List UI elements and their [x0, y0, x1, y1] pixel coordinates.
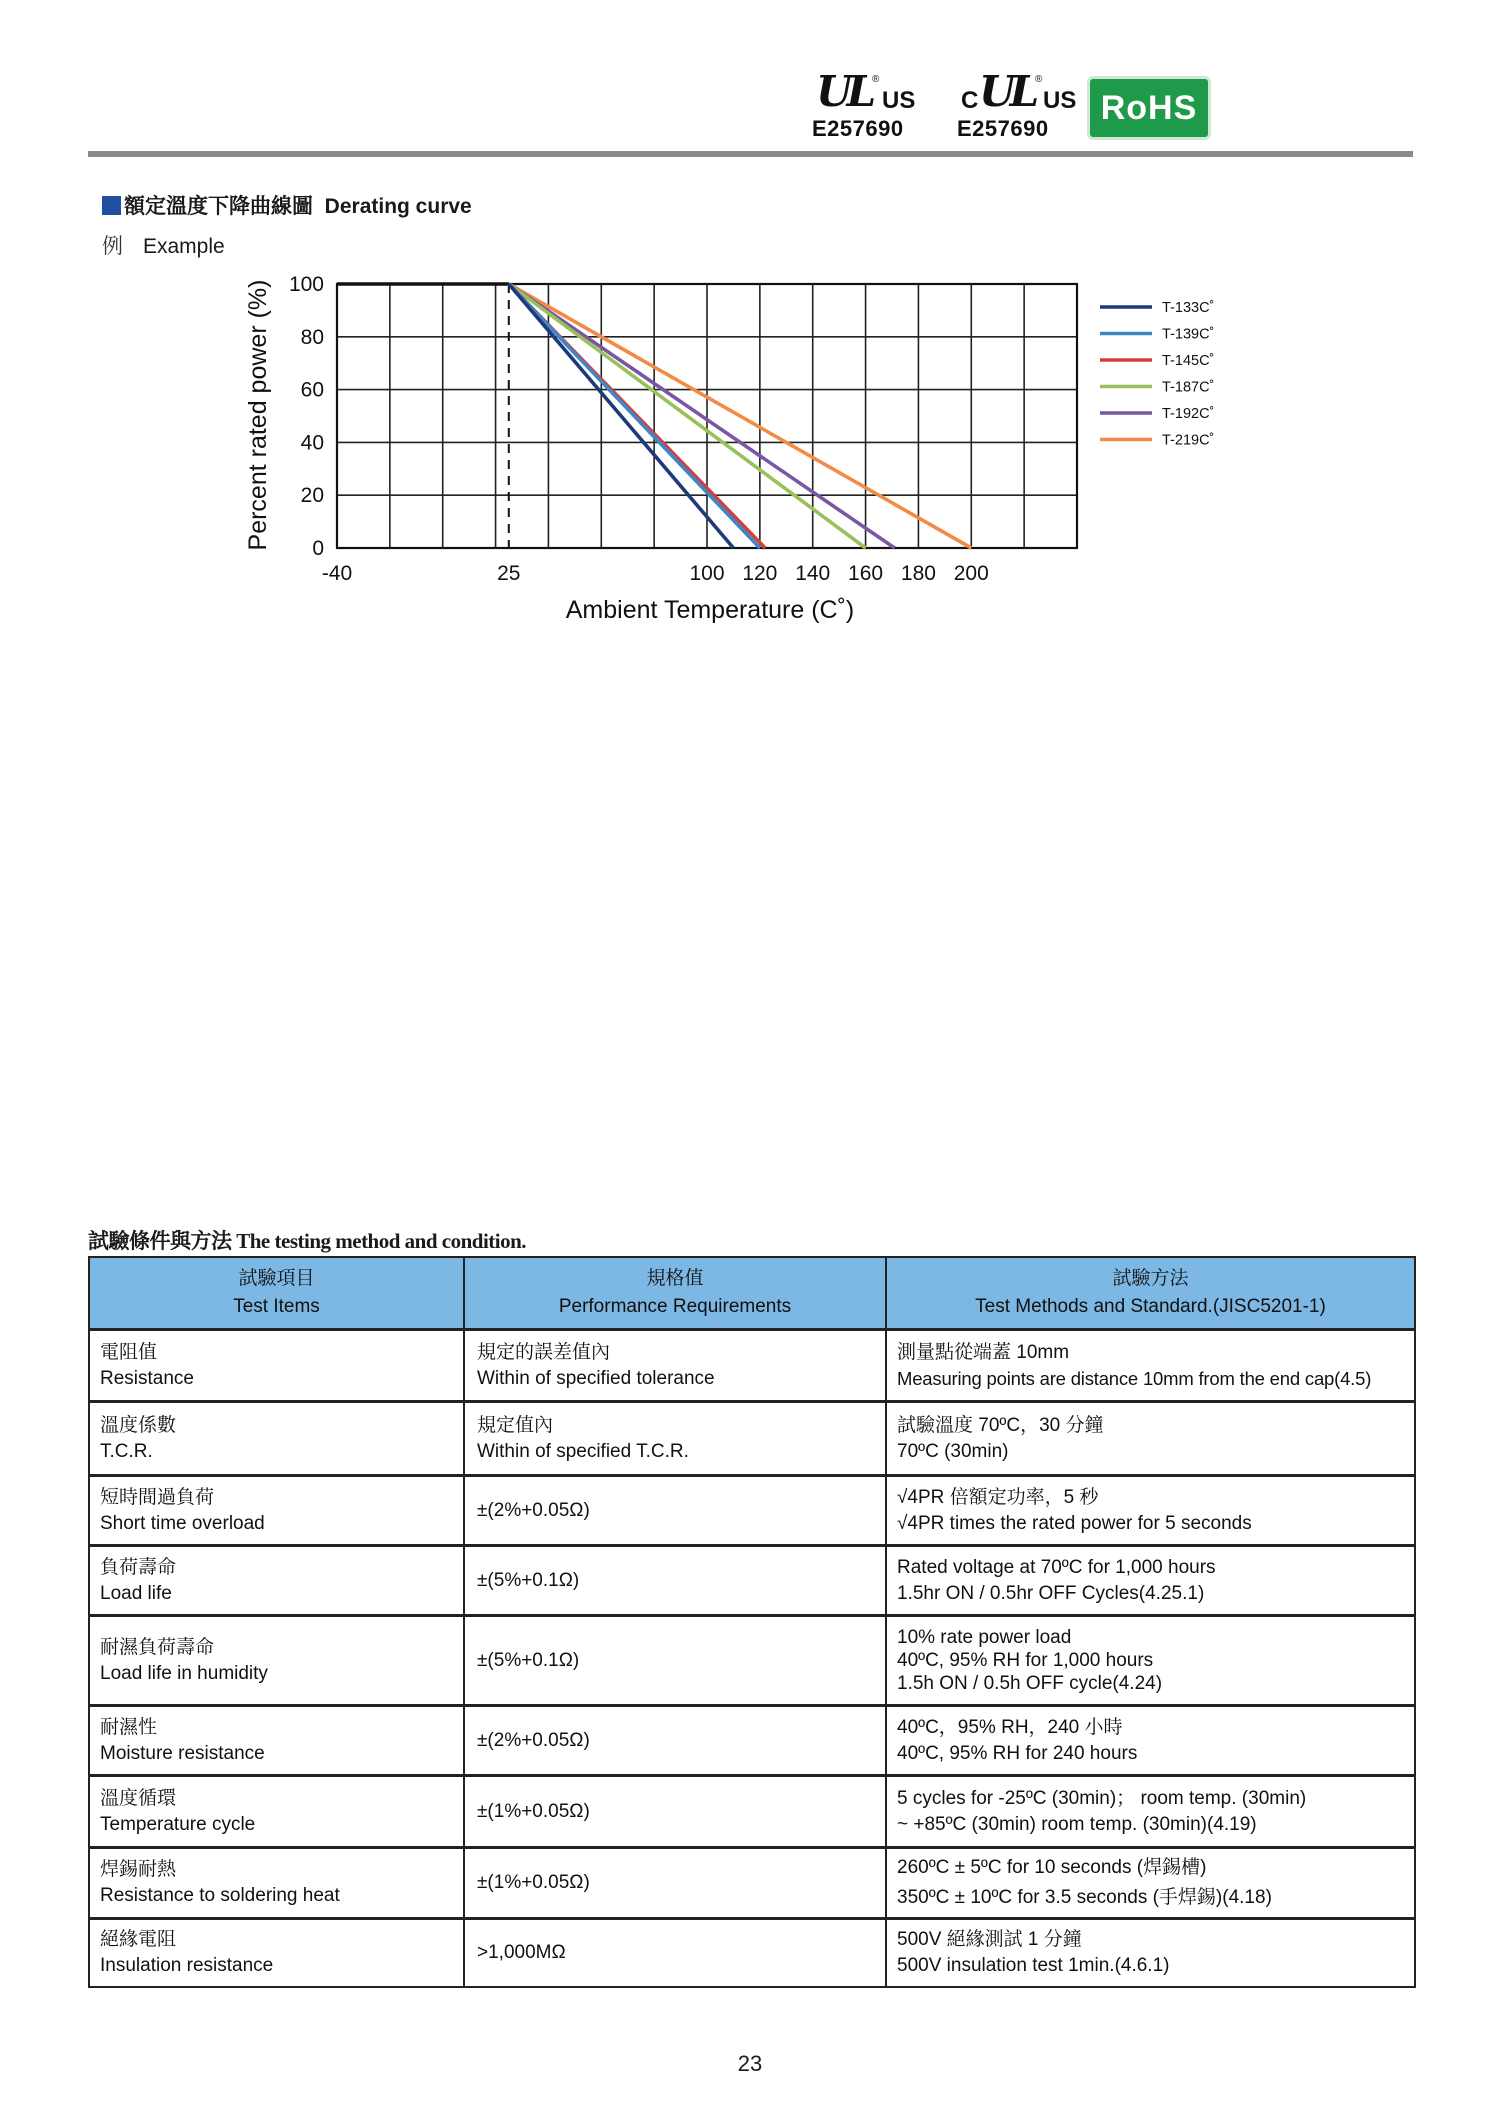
- method-line: 260ºC ± 5ºC for 10 seconds (焊錫槽): [897, 1857, 1207, 1878]
- legend-label: T-133C˚: [1162, 300, 1215, 316]
- x-tick-label: -40: [321, 562, 353, 585]
- series-line: [509, 284, 760, 548]
- requirement-line: Within of specified T.C.R.: [477, 1440, 689, 1462]
- header-en: Performance Requirements: [558, 1296, 792, 1317]
- legend-label: T-145C˚: [1162, 353, 1215, 369]
- test-conditions-table: [88, 1256, 1416, 1988]
- table-header-row: [89, 1257, 1415, 1330]
- item-en: Insulation resistance: [100, 1954, 274, 1976]
- certification-badges: [812, 67, 1222, 144]
- requirement-line: ±(1%+0.05Ω): [477, 1872, 590, 1893]
- method-line: ~ +85ºC (30min) room temp. (30min)(4.19): [897, 1813, 1257, 1835]
- method-line: 350ºC ± 10ºC for 3.5 seconds (手焊錫)(4.18): [897, 1887, 1272, 1908]
- derating-title-zh: 額定溫度下降曲線圖: [124, 194, 313, 218]
- requirement-line: Within of specified tolerance: [477, 1367, 715, 1389]
- method-cell: [886, 1776, 1415, 1848]
- item-en: Short time overload: [100, 1512, 265, 1534]
- table-row: [89, 1776, 1415, 1848]
- method-line: 1.5hr ON / 0.5hr OFF Cycles(4.25.1): [897, 1582, 1205, 1604]
- requirement-line: 規定的誤差值內: [477, 1341, 611, 1363]
- method-line: Measuring points are distance 10mm from the end cap(4.5): [897, 1367, 1372, 1389]
- requirement-line: 規定值內: [477, 1414, 554, 1436]
- requirement-cell: [464, 1616, 886, 1706]
- header-zh: 規格值: [646, 1268, 704, 1289]
- rohs-badge: RoHS: [1087, 76, 1211, 140]
- derating-section-title: [102, 190, 472, 220]
- table-row: [89, 1402, 1415, 1476]
- requirement-cell: [464, 1546, 886, 1616]
- cul-us-mark: [957, 67, 1077, 144]
- x-axis-label: Ambient Temperature (C˚): [565, 596, 855, 624]
- method-line: 500V 絕緣測試 1 分鐘: [897, 1928, 1082, 1950]
- table-row: [89, 1706, 1415, 1776]
- x-tick-label: 140: [795, 562, 831, 585]
- tests-section-title: [88, 1225, 526, 1255]
- header-en: Test Items: [233, 1296, 320, 1317]
- header-en: Test Methods and Standard.(JISC5201-1): [975, 1296, 1326, 1317]
- item-en: Load life: [100, 1582, 172, 1604]
- method-cell: [886, 1706, 1415, 1776]
- table-row: [89, 1919, 1415, 1987]
- method-cell: [886, 1402, 1415, 1476]
- test-item-cell: [89, 1330, 464, 1402]
- cul-c-prefix: C: [961, 87, 979, 114]
- item-zh: 溫度係數: [100, 1414, 177, 1436]
- test-item-cell: [89, 1616, 464, 1706]
- requirement-line: ±(2%+0.05Ω): [477, 1729, 590, 1751]
- test-item-cell: [89, 1706, 464, 1776]
- example-label-zh: 例: [102, 235, 123, 258]
- x-tick-label: 25: [497, 562, 521, 585]
- requirement-cell: [464, 1848, 886, 1919]
- method-line: 試驗溫度 70ºC，30 分鐘: [897, 1414, 1104, 1436]
- header-zh: 試驗項目: [238, 1268, 315, 1289]
- requirement-cell: [464, 1919, 886, 1987]
- item-zh: 耐濕性: [100, 1716, 158, 1738]
- requirement-cell: [464, 1402, 886, 1476]
- y-axis-label: Percent rated power (%): [244, 279, 272, 551]
- method-line: 10% rate power load: [897, 1627, 1072, 1648]
- x-tick-label: 120: [742, 562, 778, 585]
- requirement-line: ±(2%+0.05Ω): [477, 1499, 590, 1521]
- method-line: √4PR 倍額定功率，5 秒: [897, 1486, 1099, 1508]
- test-item-cell: [89, 1402, 464, 1476]
- item-en: Temperature cycle: [100, 1813, 256, 1835]
- method-line: 1.5h ON / 0.5h OFF cycle(4.24): [897, 1673, 1163, 1694]
- item-en: Resistance: [100, 1367, 194, 1389]
- method-cell: [886, 1476, 1415, 1546]
- test-item-cell: [89, 1776, 464, 1848]
- y-tick-label: 0: [312, 537, 324, 560]
- legend-label: T-187C˚: [1162, 379, 1215, 396]
- chart-legend: [1100, 300, 1214, 449]
- method-line: √4PR times the rated power for 5 seconds: [897, 1512, 1252, 1534]
- method-line: 測量點從端蓋 10mm: [897, 1341, 1070, 1363]
- item-zh: 絕緣電阻: [100, 1928, 177, 1950]
- legend-label: T-192C˚: [1162, 406, 1215, 422]
- requirement-cell: [464, 1476, 886, 1546]
- x-tick-label: 100: [689, 562, 725, 585]
- y-tick-label: 20: [300, 484, 324, 508]
- y-tick-label: 60: [300, 378, 324, 402]
- page-number: 23: [737, 2051, 763, 2076]
- method-cell: [886, 1848, 1415, 1919]
- item-zh: 耐濕負荷壽命: [100, 1636, 215, 1658]
- method-line: 5 cycles for -25ºC (30min)； room temp. (30min): [897, 1787, 1307, 1809]
- test-item-cell: [89, 1546, 464, 1616]
- header-divider: [88, 151, 1413, 157]
- registered-icon: ®: [872, 74, 880, 85]
- derating-title-en: Derating curve: [324, 195, 472, 218]
- item-zh: 負荷壽命: [100, 1556, 177, 1578]
- chart-grid: [337, 284, 1077, 548]
- table-row: [89, 1616, 1415, 1706]
- tests-title-en: The testing method and condition.: [236, 1229, 527, 1253]
- item-zh: 溫度循環: [100, 1787, 177, 1809]
- x-tick-label: 200: [953, 562, 989, 585]
- requirement-line: ±(1%+0.05Ω): [477, 1800, 590, 1822]
- item-en: Moisture resistance: [100, 1742, 265, 1764]
- header-test-methods: [886, 1257, 1415, 1330]
- header-test-items: [89, 1257, 464, 1330]
- item-en: Load life in humidity: [100, 1662, 268, 1684]
- requirement-line: >1,000MΩ: [477, 1941, 566, 1963]
- requirement-cell: [464, 1776, 886, 1848]
- header-zh: 試驗方法: [1112, 1268, 1189, 1289]
- header-performance-requirements: [464, 1257, 886, 1330]
- table-row: [89, 1848, 1415, 1919]
- item-en: Resistance to soldering heat: [100, 1885, 340, 1906]
- cul-us-suffix: US: [1043, 87, 1077, 114]
- requirement-line: ±(5%+0.1Ω): [477, 1649, 580, 1671]
- chart-tick-labels: [289, 273, 989, 585]
- method-cell: [886, 1616, 1415, 1706]
- cul-cert-number: E257690: [957, 116, 1049, 141]
- legend-label: T-219C˚: [1162, 432, 1215, 449]
- test-item-cell: [89, 1476, 464, 1546]
- ul-cert-number: E257690: [812, 116, 904, 141]
- table-row: [89, 1546, 1415, 1616]
- legend-label: T-139C˚: [1162, 326, 1215, 343]
- item-zh: 焊錫耐熱: [100, 1859, 177, 1880]
- example-label: [102, 230, 225, 260]
- method-cell: [886, 1919, 1415, 1987]
- cul-logo: UL: [979, 67, 1034, 116]
- y-tick-label: 80: [300, 325, 324, 349]
- derating-chart: [230, 260, 1280, 640]
- method-line: 40ºC, 95% RH for 1,000 hours: [897, 1650, 1154, 1671]
- test-item-cell: [89, 1919, 464, 1987]
- tests-title-zh: 試驗條件與方法: [88, 1229, 232, 1253]
- method-line: 70ºC (30min): [897, 1440, 1009, 1462]
- x-tick-label: 180: [900, 562, 936, 585]
- requirement-line: ±(5%+0.1Ω): [477, 1569, 580, 1591]
- method-line: 40ºC，95% RH，240 小時: [897, 1716, 1123, 1738]
- requirement-cell: [464, 1330, 886, 1402]
- y-tick-label: 100: [288, 273, 324, 296]
- method-line: 500V insulation test 1min.(4.6.1): [897, 1954, 1170, 1976]
- table-row: [89, 1476, 1415, 1546]
- method-cell: [886, 1546, 1415, 1616]
- x-tick-label: 160: [848, 562, 884, 585]
- y-tick-label: 40: [300, 431, 324, 455]
- table-row: [89, 1330, 1415, 1402]
- method-cell: [886, 1330, 1415, 1402]
- item-zh: 電阻值: [100, 1341, 158, 1363]
- ul-logo: UL: [816, 67, 871, 116]
- example-label-en: Example: [143, 235, 225, 258]
- item-en: T.C.R.: [100, 1440, 153, 1462]
- method-line: 40ºC, 95% RH for 240 hours: [897, 1742, 1138, 1764]
- test-item-cell: [89, 1848, 464, 1919]
- series-line: [509, 284, 972, 548]
- item-zh: 短時間過負荷: [100, 1486, 215, 1508]
- ul-us-mark: [812, 67, 922, 144]
- registered-icon: ®: [1035, 74, 1043, 85]
- ul-us-suffix: US: [882, 87, 916, 114]
- method-line: Rated voltage at 70ºC for 1,000 hours: [897, 1556, 1216, 1578]
- requirement-cell: [464, 1706, 886, 1776]
- section-bullet-icon: [102, 196, 121, 215]
